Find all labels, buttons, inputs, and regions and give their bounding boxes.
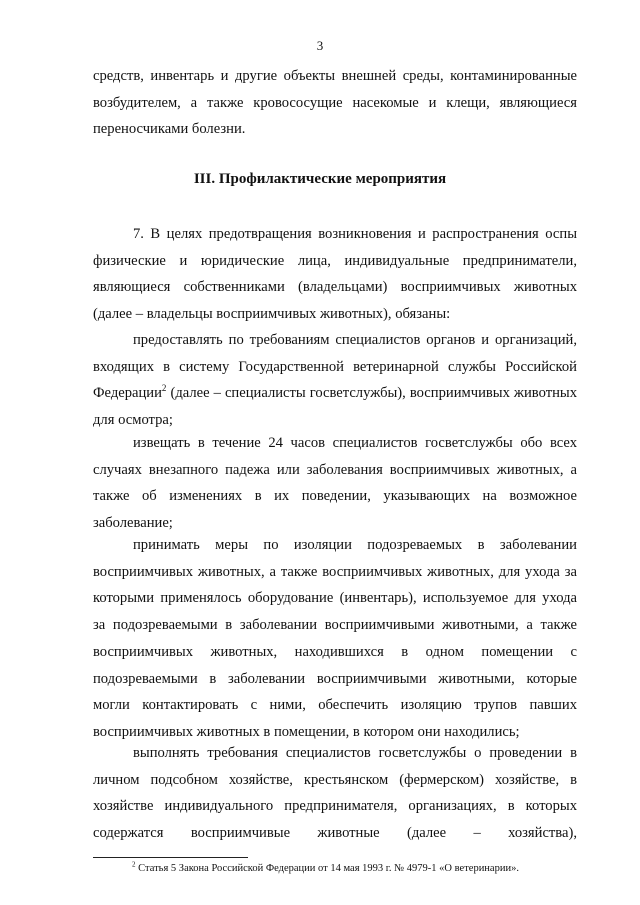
continuation-paragraph: средств, инвентарь и другие объекты внешней среды, контаминированные возбудителем, а также кровососущие насекомые и клещи, являющиеся переносчиками болезни. — [93, 68, 577, 138]
footnote-text: Статья 5 Закона Российской Федерации от 14 мая 1993 г. № 4979-1 «О ветеринарии». — [135, 863, 519, 874]
footnote-reference: 2 — [161, 383, 167, 394]
obligation-3-paragraph: принимать меры по изоляции подозреваемых в заболевании восприимчивых животных, а также восприимчивых животных, для ухода за которыми применялось оборудование (инвентарь), используемое для ухода за подозреваемыми в заболевании восприимчивыми животными, а также восприимчивых животных, находившихся в одном помещении с подозреваемыми в заболевании восприимчивыми животными, которые могли контактировать с ними, обеспечить изоляцию трупов павших восприимчивых животных в помещении, в котором они находились; — [93, 537, 577, 740]
footnote-marker: 2 — [132, 860, 136, 869]
section-heading: III. Профилактические мероприятия — [193, 171, 447, 187]
obligation-1-text-continued: (далее – специалисты госветслужбы), восприимчивых животных для осмотра; — [93, 385, 577, 429]
obligation-1-text: предоставлять по требованиям специалистов органов и организаций, входящих в систему Государственной ветеринарной службы Российской Федерации — [93, 332, 577, 402]
obligation-2-paragraph: извещать в течение 24 часов специалистов госветслужбы обо всех случаях внезапного падежа или заболевания восприимчивых животных, а также об изменениях в их поведении, указывающих на возможное заболевание; — [93, 435, 577, 532]
obligation-4-paragraph: выполнять требования специалистов госветслужбы о проведении в личном подсобном хозяйстве, крестьянском (фермерском) хозяйстве, в хозяйстве индивидуального предпринимателя, организациях, в которых содержатся восприимчивые животные (далее – хозяйства), — [93, 745, 577, 842]
obligation-1-paragraph — [93, 327, 577, 434]
footnote — [132, 862, 519, 876]
footnote-divider — [93, 857, 248, 858]
page-number: 3 — [316, 38, 324, 53]
clause-7-intro: 7. В целях предотвращения возникновения и распространения оспы физические и юридические лица, индивидуальные предприниматели, являющиеся собственниками (владельцами) восприимчивых животных (далее – владельцы восприимчивых животных), обязаны: — [93, 226, 577, 323]
